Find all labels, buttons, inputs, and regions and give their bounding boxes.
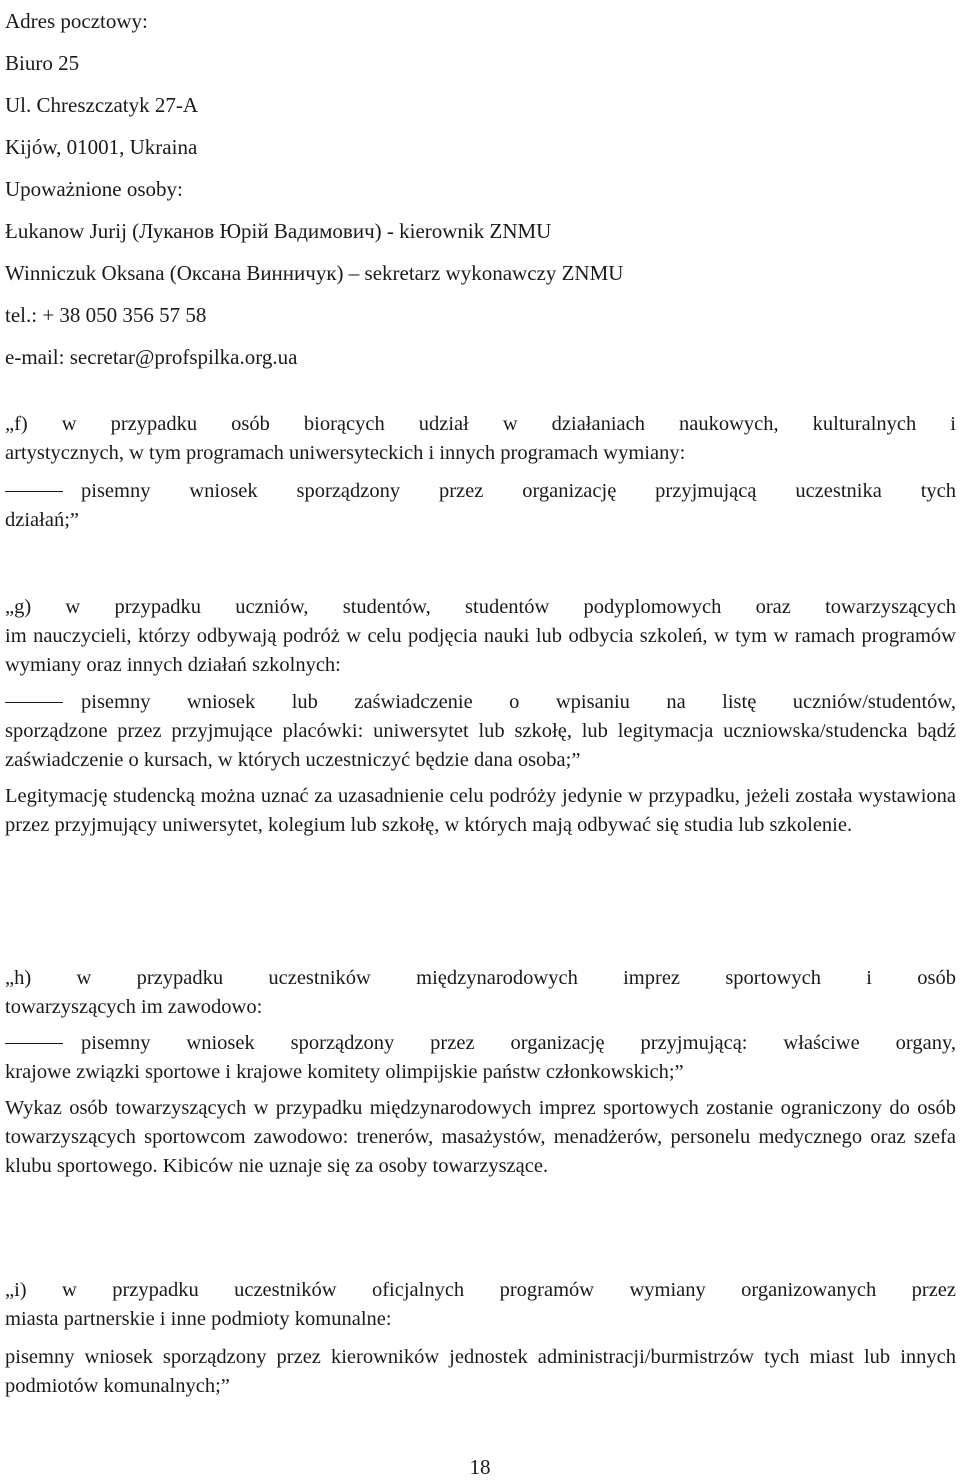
section-f (5, 410, 956, 535)
section-h-note: Wykaz osób towarzyszących w przypadku międzynarodowych imprez sportowych zostanie ograniczony do osób towarzyszących sportowcom zawodowo: trenerów, masażystów, menadżerów, personelu medycznego oraz szefa klubu sportowego. Kibiców nie uznaje się za osoby towarzyszące. (5, 1097, 956, 1177)
section-g-note: Legitymację studencką można uznać za uzasadnienie celu podróży jedynie w przypadku, jeżeli została wystawiona przez przyjmujący uniwersytet, kolegium lub szkołę, w których mają odbywać się studia lub szkolenie. (5, 785, 956, 836)
section-h-item: pisemny wniosek sporządzony przez organizację przyjmującą: właściwe organy, krajowe związki sportowe i krajowe komitety olimpijskie państw członkowskich;” (5, 1032, 956, 1083)
address-line: Upoważnione osoby: (5, 177, 183, 201)
section-f-heading: „f) w przypadku osób biorących udział w działaniach naukowych, kulturalnych i artystycznych, w tym programach uniwersyteckich i innych programach wymiany: (5, 413, 956, 464)
address-line: Ul. Chreszczatyk 27-A (5, 93, 199, 117)
section-i-heading: „i) w przypadku uczestników oficjalnych programów wymiany organizowanych przez miasta partnerskie i inne podmioty komunalne: (5, 1279, 956, 1330)
dash-marker (5, 491, 63, 492)
section-i-item: pisemny wniosek sporządzony przez kierowników jednostek administracji/burmistrzów tych miast lub innych podmiotów komunalnych;” (5, 1346, 956, 1397)
section-g-heading: „g) w przypadku uczniów, studentów, studentów podyplomowych oraz towarzyszących im nauczycieli, którzy odbywają podróż w celu podjęcia nauki lub odbycia szkoleń, w tym w ramach programów wymiany oraz innych działań szkolnych: (5, 596, 956, 676)
section-h-heading: „h) w przypadku uczestników międzynarodowych imprez sportowych i osób towarzyszących im zawodowo: (5, 967, 956, 1018)
dash-marker (5, 702, 63, 703)
address-line: Łukanow Jurij (Луканов Юрій Вадимович) - kierownik ZNMU (5, 219, 552, 243)
address-line: Biuro 25 (5, 51, 80, 75)
phone-line: tel.: + 38 050 356 57 58 (5, 303, 207, 327)
email-line: e-mail: secretar@profspilka.org.ua (5, 345, 298, 369)
address-line: Adres pocztowy: (5, 9, 148, 33)
section-f-item: pisemny wniosek sporządzony przez organizację przyjmującą uczestnika tych działań;” (5, 480, 956, 531)
address-line: Kijów, 01001, Ukraina (5, 135, 198, 159)
page-number: 18 (469, 1455, 491, 1479)
postal-address-block (5, 0, 956, 378)
section-g (5, 593, 956, 840)
section-i (5, 1276, 956, 1401)
dash-marker (5, 1043, 63, 1044)
document-page (5, 0, 956, 1397)
section-h (5, 964, 956, 1181)
section-g-item: pisemny wniosek lub zaświadczenie o wpisaniu na listę uczniów/studentów, sporządzone przez przyjmujące placówki: uniwersytet lub szkołę, lub legitymacja uczniowska/studencka bądź zaświadczenie o kursach, w których uczestniczyć będzie dana osoba;” (5, 691, 956, 771)
address-line: Winniczuk Oksana (Оксана Винничук) – sekretarz wykonawczy ZNMU (5, 261, 624, 285)
